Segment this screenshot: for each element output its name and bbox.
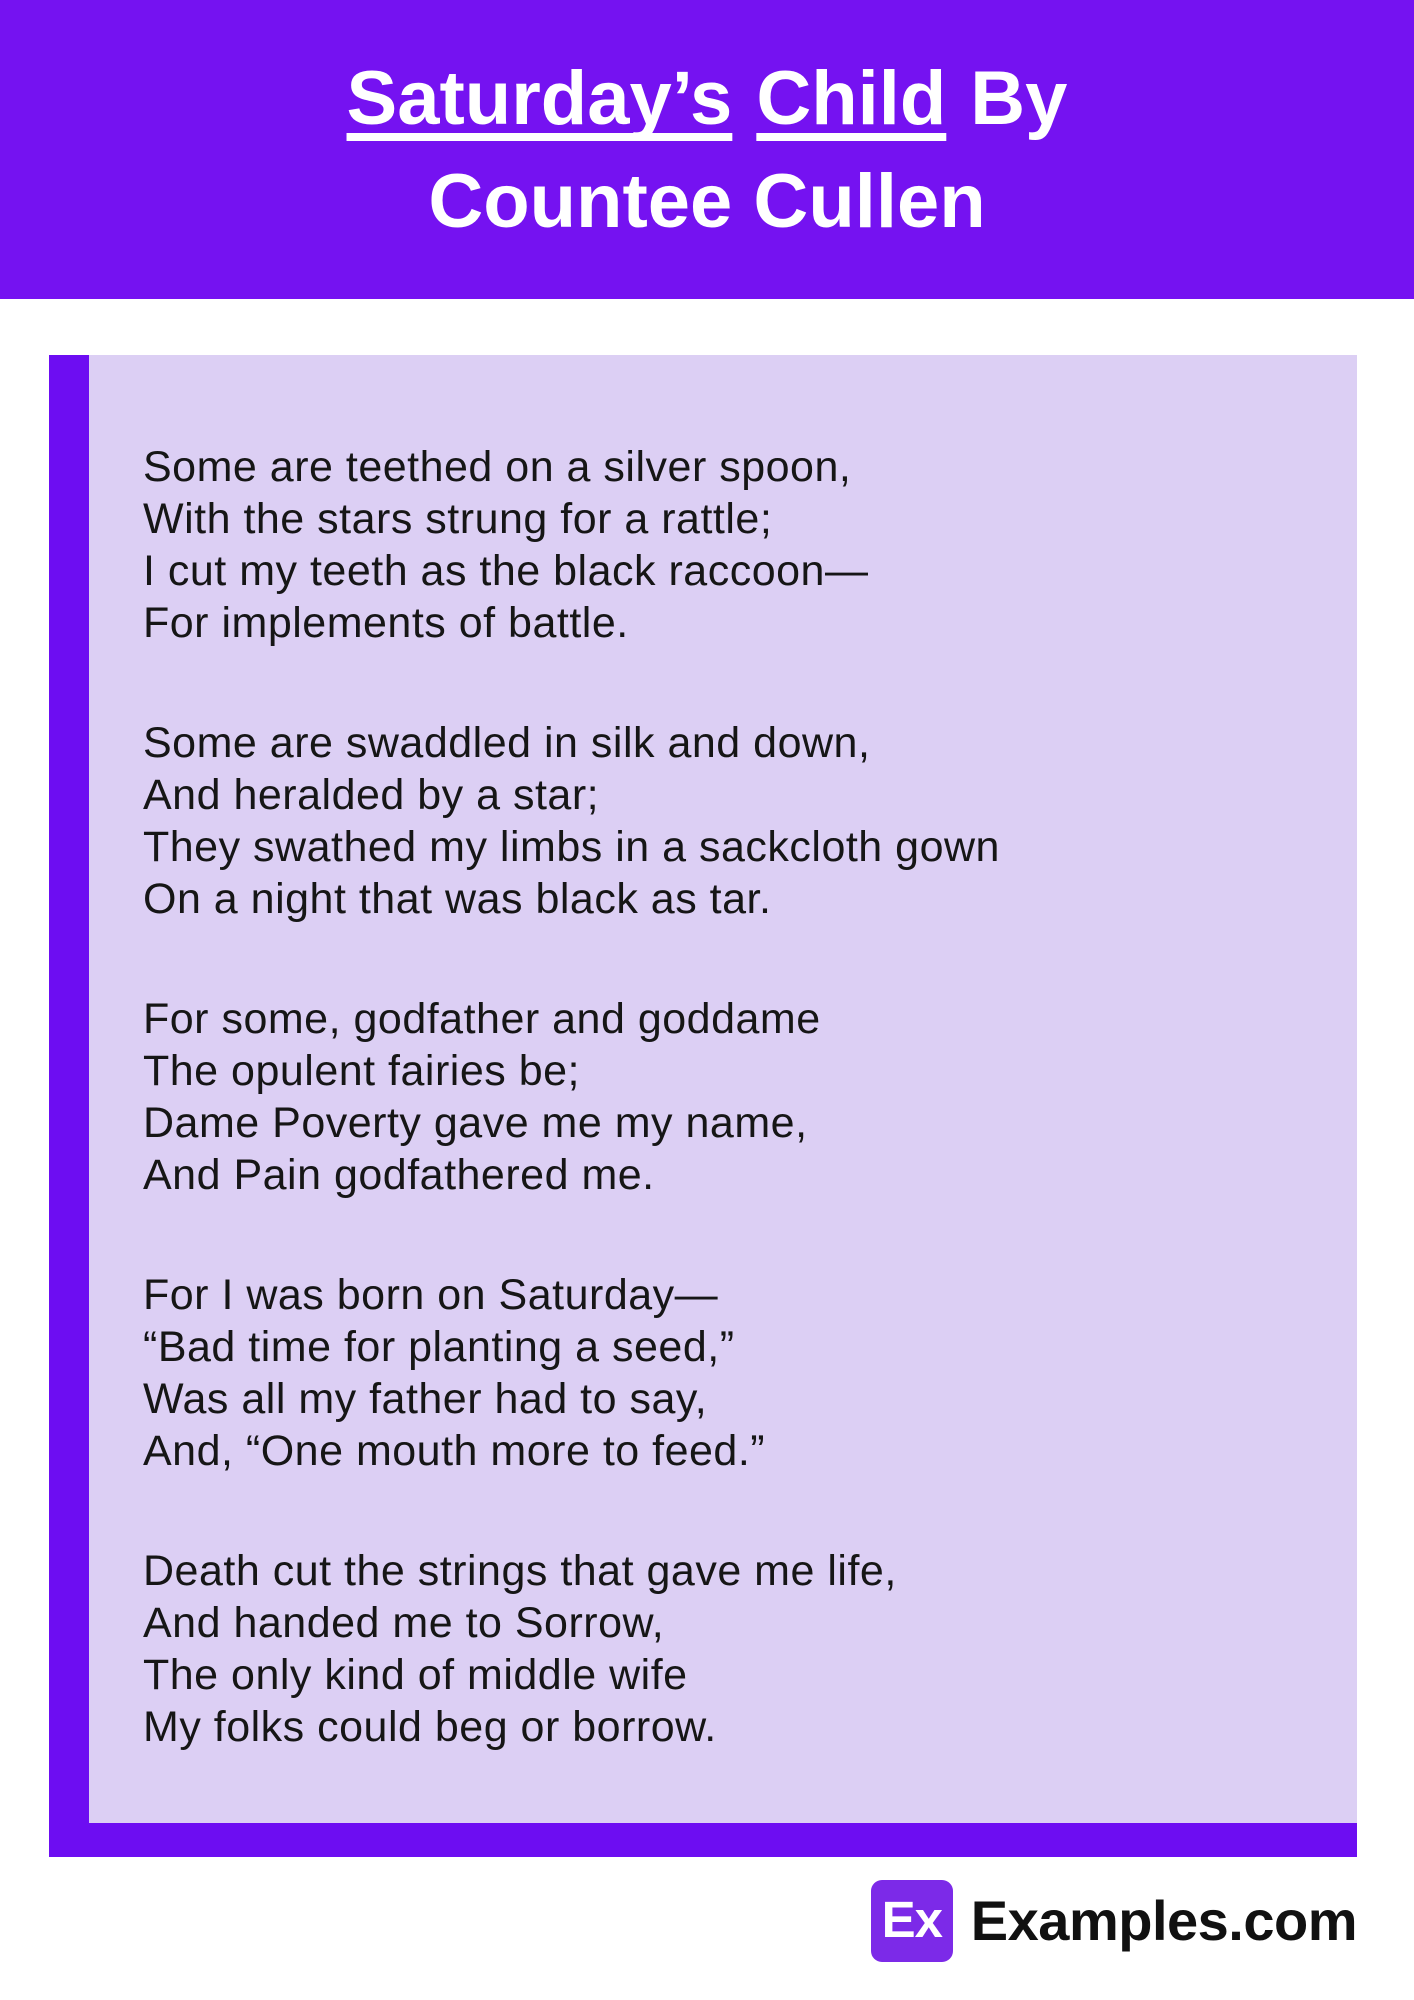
poem-line: With the stars strung for a rattle; — [143, 495, 773, 543]
poem-stanza-4 — [143, 1269, 1327, 1477]
title-word-saturdays: Saturday’s — [346, 55, 733, 141]
poem-line: “Bad time for planting a seed,” — [143, 1323, 735, 1371]
poem-body — [89, 355, 1357, 1753]
poem-line: The opulent fairies be; — [143, 1047, 580, 1095]
header-banner — [0, 0, 1414, 299]
poem-line: And Pain godfathered me. — [143, 1151, 655, 1199]
poem-line: For I was born on Saturday— — [143, 1271, 719, 1319]
title-word-child: Child — [756, 55, 947, 141]
poem-line: They swathed my limbs in a sackcloth gown — [143, 823, 1000, 871]
examples-logo-text: Ex — [881, 1891, 942, 1948]
poem-line: Dame Poverty gave me my name, — [143, 1099, 808, 1147]
site-name: Examples.com — [970, 1889, 1357, 1952]
poem-line: On a night that was black as tar. — [143, 875, 772, 923]
poem-line: And, “One mouth more to feed.” — [143, 1427, 766, 1475]
poem-author-line: Countee Cullen — [428, 158, 986, 244]
examples-brand-link[interactable] — [871, 1879, 1357, 1962]
poem-stanza-1 — [143, 441, 1327, 649]
poem-card — [49, 355, 1357, 1857]
poem-line: My folks could beg or borrow. — [143, 1703, 717, 1751]
poem-line: Some are swaddled in silk and down, — [143, 719, 871, 767]
title-word-by: By — [970, 55, 1068, 141]
poem-line: For implements of battle. — [143, 599, 629, 647]
poem-stanza-3 — [143, 993, 1327, 1201]
poem-stanza-2 — [143, 717, 1327, 925]
poem-line: Some are teethed on a silver spoon, — [143, 443, 852, 491]
poem-line: The only kind of middle wife — [143, 1651, 688, 1699]
poem-line: And heralded by a star; — [143, 771, 600, 819]
poem-line: I cut my teeth as the black raccoon— — [143, 547, 869, 595]
poem-line: Death cut the strings that gave me life, — [143, 1547, 897, 1595]
examples-logo-icon — [871, 1880, 953, 1962]
poem-line: Was all my father had to say, — [143, 1375, 708, 1423]
poem-line: And handed me to Sorrow, — [143, 1599, 665, 1647]
poem-stanza-5 — [143, 1545, 1327, 1753]
poem-title-line1 — [347, 47, 1068, 150]
poem-line: For some, godfather and goddame — [143, 995, 821, 1043]
